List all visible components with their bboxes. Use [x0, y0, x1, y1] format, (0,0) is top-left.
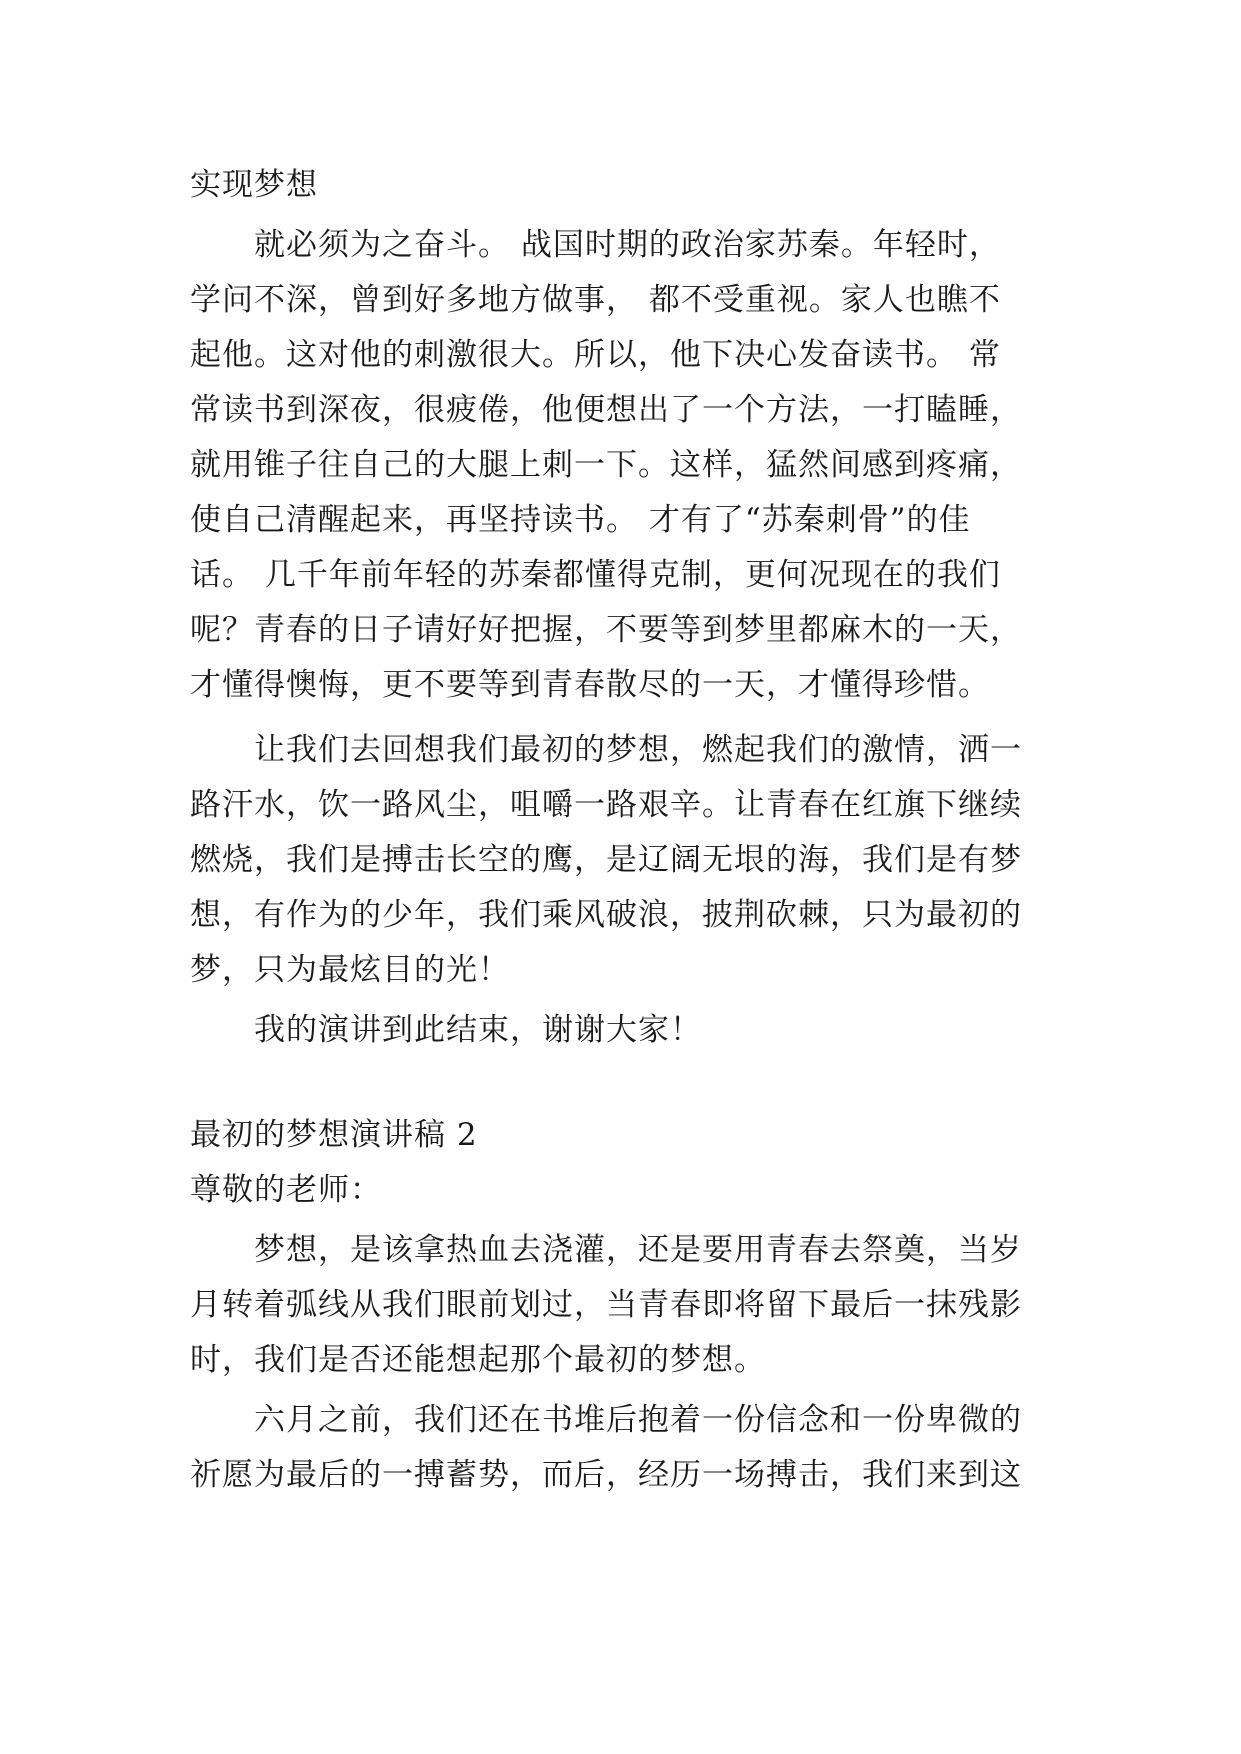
text-line: 梦想，是该拿热血去浇灌，还是要用青春去祭奠，当岁	[254, 1232, 1022, 1268]
text-line: 燃烧，我们是搏击长空的鹰，是辽阔无垠的海，我们是有梦	[190, 842, 1022, 878]
text-line: 呢？青春的日子请好好把握，不要等到梦里都麻木的一天，	[190, 612, 1022, 648]
text-line: 梦，只为最炫目的光！	[190, 952, 510, 988]
text-line: 起他。这对他的刺激很大。所以，他下决心发奋读书。 常	[190, 337, 1001, 373]
closing-line: 我的演讲到此结束，谢谢大家！	[254, 1012, 702, 1048]
text-line: 时，我们是否还能想起那个最初的梦想。	[190, 1342, 766, 1378]
text-line-heading: 实现梦想	[190, 167, 318, 203]
text-line: 祈愿为最后的一搏蓄势，而后，经历一场搏击，我们来到这	[190, 1457, 1022, 1493]
text-line: 就必须为之奋斗。 战国时期的政治家苏秦。年轻时，	[254, 227, 1001, 263]
text-line: 路汗水，饮一路风尘，咀嚼一路艰辛。让青春在红旗下继续	[190, 787, 1022, 823]
section-title: 最初的梦想演讲稿 2	[190, 1117, 478, 1153]
salutation: 尊敬的老师：	[190, 1172, 382, 1208]
text-line: 常读书到深夜，很疲倦，他便想出了一个方法，一打瞌睡，	[190, 392, 1022, 428]
text-line: 使自己清醒起来，再坚持读书。 才有了“苏秦刺骨”的佳	[190, 502, 971, 538]
text-line: 让我们去回想我们最初的梦想，燃起我们的激情，洒一	[254, 732, 1022, 768]
text-line: 想，有作为的少年，我们乘风破浪，披荆砍棘，只为最初的	[190, 897, 1022, 933]
text-line: 就用锥子往自己的大腿上刺一下。这样，猛然间感到疼痛，	[190, 447, 1022, 483]
text-line: 才懂得懊悔，更不要等到青春散尽的一天，才懂得珍惜。	[190, 667, 990, 703]
text-line: 六月之前，我们还在书堆后抱着一份信念和一份卑微的	[254, 1402, 1022, 1438]
text-line: 话。 几千年前年轻的苏秦都懂得克制，更何况现在的我们	[190, 557, 1001, 593]
text-line: 学问不深，曾到好多地方做事， 都不受重视。家人也瞧不	[190, 282, 1001, 318]
text-line: 月转着弧线从我们眼前划过，当青春即将留下最后一抹残影	[190, 1287, 1022, 1323]
